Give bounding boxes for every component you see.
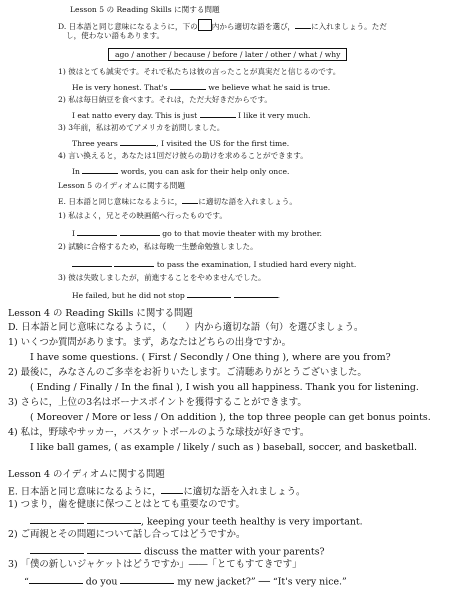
answer-blank[interactable] xyxy=(114,259,154,267)
answer-blank[interactable] xyxy=(120,138,156,146)
en-part: go to that movie theater with my brother. xyxy=(162,228,322,238)
blank xyxy=(295,21,311,29)
l5-e-q3-en xyxy=(72,290,280,299)
l5-d-q4-jp: 4) 言い換えると，あなたは1回だけ彼らの助けを求めることができます。 xyxy=(58,151,308,160)
l4-e-q1-en xyxy=(30,515,363,527)
l4-d-q4-en: I like ball games, ( as example / likely / such as ) baseball, soccer, and basketball. xyxy=(30,442,418,453)
l5-d-q2-jp: 2) 私は毎日納豆を食べます。それは，ただ大好きだからです。 xyxy=(58,95,272,104)
en-part: my new jacket?” ── “It's very nice.” xyxy=(177,576,347,588)
l4-d-q2-en: ( Ending / Finally / In the final ), I wish you all happiness. Thank you for listening. xyxy=(30,382,419,393)
l4-e-q3-en xyxy=(24,575,347,587)
en-part: we believe what he said is true. xyxy=(208,82,331,92)
en-part: Three years xyxy=(72,138,118,148)
answer-blank[interactable] xyxy=(30,515,84,524)
instr-part-b: に適切な語を入れましょう。 xyxy=(198,196,297,206)
answer-blank[interactable] xyxy=(87,545,141,554)
l5-d-q4-en xyxy=(72,166,289,175)
blank xyxy=(161,485,183,494)
lesson4-d-instruction: D. 日本語と同じ意味になるように，（ ）内から適切な語（句）を選びましょう。 xyxy=(8,322,364,333)
answer-blank[interactable] xyxy=(200,110,236,118)
answer-blank[interactable] xyxy=(72,259,112,267)
en-part: to pass the examination, I studied hard every night. xyxy=(156,259,357,269)
l5-d-q3-jp: 3) 3年前，私は初めてアメリカを訪問しました。 xyxy=(58,123,225,132)
en-part: He failed, but he did not stop xyxy=(72,290,185,300)
lesson5-d-instruction-2: し，使わない語もあります。 xyxy=(66,31,165,40)
l5-d-q2-en xyxy=(72,110,310,119)
lesson4-heading: Lesson 4 の Reading Skills に関する問題 xyxy=(8,308,193,319)
l5-d-q1-jp: 1) 彼はとても誠実です。それで私たちは彼の言ったことが真実だと信じるのです。 xyxy=(58,67,341,76)
en-part: He is very honest. That's xyxy=(72,82,168,92)
l5-d-q1-en xyxy=(72,82,330,91)
lesson5-heading: Lesson 5 の Reading Skills に関する問題 xyxy=(70,5,220,14)
l5-d-q3-en xyxy=(72,138,289,147)
l4-d-q2-jp: 2) 最後に，みなさんのご多幸をお祈りいたします。ご清聴ありがとうございました。 xyxy=(8,367,367,378)
en-part: , keeping your teeth healthy is very important. xyxy=(140,516,363,528)
answer-blank[interactable] xyxy=(234,290,281,300)
en-part: , I visited the US for the first time. xyxy=(156,138,290,148)
en-part: In xyxy=(72,166,80,176)
answer-blank[interactable] xyxy=(82,166,118,174)
answer-blank[interactable] xyxy=(170,82,206,90)
instr-part-a: E. 日本語と同じ意味になるように， xyxy=(8,486,162,498)
word-box: ago / another / because / before / later / other / what / why xyxy=(108,48,347,61)
lesson5-idiom-heading: Lesson 5 のイディオムに関する問題 xyxy=(58,181,185,190)
instr-part-b: 内から適切な語を選び， xyxy=(211,22,295,31)
en-part: “ xyxy=(24,576,29,588)
en-part: I eat natto every day. This is just xyxy=(72,110,198,120)
en-part: I like it very much. xyxy=(238,110,311,120)
l4-d-q3-en: ( Moreover / More or less / On addition ), the top three people can get bonus points. xyxy=(30,412,431,423)
answer-blank[interactable] xyxy=(87,515,141,524)
instr-part-a: D. 日本語と同じ意味になるように，下の xyxy=(58,22,198,31)
l4-d-q1-jp: 1) いくつか質問があります。まず，あなたはどちらの出身ですか。 xyxy=(8,337,291,348)
lesson4-idiom-heading: Lesson 4 のイディオムに関する問題 xyxy=(8,469,165,480)
answer-blank[interactable] xyxy=(77,228,117,236)
l4-e-q1-jp: 1) つまり，歯を健康に保つことはとても重要なのです。 xyxy=(8,499,245,510)
l5-e-q2-jp: 2) 試験に合格するため，私は毎晩一生懸命勉強しました。 xyxy=(58,242,258,251)
instr-part-b: に適切な語を入れましょう。 xyxy=(183,486,306,498)
l5-e-q1-en xyxy=(72,228,322,237)
answer-blank[interactable] xyxy=(29,575,83,584)
answer-blank[interactable] xyxy=(30,545,84,554)
instr-part-a: E. 日本語と同じ意味になるように， xyxy=(58,196,183,206)
l5-e-q3-jp: 3) 彼は失敗しましたが，前進することをやめませんでした。 xyxy=(58,273,266,282)
lesson5-e-instruction xyxy=(58,196,297,205)
lesson4-e-instruction xyxy=(8,485,305,497)
answer-blank[interactable] xyxy=(120,228,160,236)
l4-d-q3-jp: 3) さらに，上位の3名はボーナスポイントを獲得することができます。 xyxy=(8,397,307,408)
blank xyxy=(182,196,198,204)
answer-blank[interactable] xyxy=(187,290,231,298)
l4-e-q2-en xyxy=(30,545,325,557)
answer-blank[interactable] xyxy=(120,575,174,584)
answer-box xyxy=(198,19,212,31)
l4-e-q3-jp: 3) 「僕の新しいジャケットはどうですか」――「とてもすてきです」 xyxy=(8,559,302,570)
l4-d-q1-en: I have some questions. ( First / Secondly / One thing ), where are you from? xyxy=(30,352,391,363)
instr-part-c: に入れましょう。ただ xyxy=(310,22,387,31)
en-part: discuss the matter with your parents? xyxy=(143,546,325,558)
en-part: I xyxy=(72,228,75,238)
en-part: words, you can ask for their help only once. xyxy=(120,166,290,176)
l4-e-q2-jp: 2) ご両親とその問題について話し合ってはどうですか。 xyxy=(8,529,246,540)
en-part: . xyxy=(277,290,281,300)
l5-e-q2-en xyxy=(72,259,356,268)
en-part: do you xyxy=(85,576,118,588)
l5-e-q1-jp: 1) 私はよく，兄とその映画館へ行ったものです。 xyxy=(58,211,227,220)
l4-d-q4-jp: 4) 私は，野球やサッカー，バスケットボールのような球技が好きです。 xyxy=(8,427,310,438)
lesson5-d-instruction xyxy=(58,19,387,31)
